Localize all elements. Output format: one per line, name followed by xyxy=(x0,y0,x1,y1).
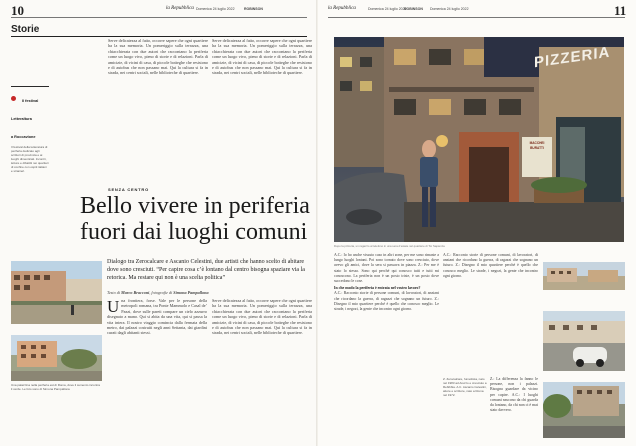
hero-photo-pizzeria xyxy=(334,37,624,242)
page-number: 10 xyxy=(11,3,24,18)
hero-caption: Dopo la pizzeria, un ragazzo al telefono in una sera d’estate nel quartiere di Tor Sapienza xyxy=(334,244,445,248)
section-label: Storie xyxy=(11,24,40,35)
header-date: Domenica 24 luglio 2022 xyxy=(196,7,235,11)
byline xyxy=(107,290,313,295)
standfirst: Dialogo tra Zerocalcare e Ascanio Celestini, due artisti che hanno scelto di abitare dove sono cresciuti. “Per capire cosa c’è lontano dal centro bisogna spaziare via la retorica. Ma restare qui non è una scelta politica” xyxy=(107,259,305,281)
page-number: 11 xyxy=(614,3,627,18)
right-page xyxy=(318,0,636,446)
credit-author: Marco Bracconi xyxy=(121,290,150,295)
sidebar-rule xyxy=(11,86,49,87)
photo-caption-left: Una palazzina nella periferia est di Roma, dove il cemento incontra il verde. Le foto sono di Simona Pampallona xyxy=(11,383,100,391)
photo-building-street xyxy=(11,261,102,324)
header-rule xyxy=(328,17,625,18)
sidebar-note xyxy=(11,86,49,173)
text-column-1: Serve delicatezza al fatto, occorre sapere che ogni quartiere ha la sua memoria. Un pomeriggio sulla terrazza, una chiacchierata con due autori che raccontano la periferia come un luogo vivo, pieno di storie e di relazioni. Parla di amicizie, di vicini di casa, di piccole botteghe che resistono e di autobus che non passano mai. Qui la cultura si fa in strada, nei centri sociali, nelle biblioteche di quartiere. xyxy=(108,38,208,76)
header-logo: la Repubblica xyxy=(166,6,194,11)
article-body-col-1 xyxy=(107,298,207,438)
article-body-col-2: Serve delicatezza al fatto, occorre sapere che ogni quartiere ha la sua memoria. Un pomeriggio sulla terrazza, una chiacchierata con due autori che raccontano la periferia come un luogo vivo, pieno di storie e di relazioni. Parla di amicizie, di vicini di casa, di piccole botteghe che resistono e di autobus che non passano mai. Qui la cultura si fa in strada, nei centri sociali, nelle biblioteche di quartiere. xyxy=(212,298,312,336)
pizzeria-sign: PIZZERIA xyxy=(534,43,611,72)
header-tag: ROBINSON xyxy=(244,7,263,11)
right-text-column-1 xyxy=(334,253,439,438)
headline: Bello vivere in periferia fuori dai luoghi comuni xyxy=(80,193,310,245)
section-rule xyxy=(11,36,307,37)
header-tag: ROBINSON xyxy=(404,7,423,11)
credit-mid: , fotografie di xyxy=(149,290,174,295)
header-rule xyxy=(11,17,307,18)
right-body-1: A.C.: Io ho anche vissuto caso in altri zone, per me sono rimaste a lungo luoghi lontani. Poi sono tornato dove sono cresciuto, dove avevo gli amici, dove la sera si passava in piazza. Z.: Per me è stato lo stesso. Sono qui perché qui conosco tutti e tutti mi conoscono. La periferia non è un posto triste, è un posto dove succedono le cose. xyxy=(334,253,439,284)
sidebar-title: Il festival Letteraltura a Roccavione xyxy=(11,99,39,139)
photo-car-parking xyxy=(543,311,625,371)
festival-dot-icon xyxy=(11,96,16,101)
photo-courtyard xyxy=(543,262,625,290)
photo-street-trees xyxy=(543,382,625,438)
qa-question: In che modo la periferia è entrata nel vostro lavoro? xyxy=(334,286,421,291)
header-logo: la Repubblica xyxy=(328,6,356,11)
sidebar-body: Il festival della letteratura di periferia dedicato agli scrittori di provincia e ai luoghi dimenticati. Incontri, letture e dibattiti nei quartieri di confine con ospiti italiani e stranieri. xyxy=(11,145,49,173)
credit-photographer: Simona Pampallona xyxy=(173,290,209,295)
header-date-2: Domenica 24 luglio 2022 xyxy=(430,7,469,11)
right-text-column-2: A.C.: Racconto storie di persone comuni, di lavoratori, di anziani che ricordano la guerra, di ragazzi che sognano un futuro. Z.: Disegno il mio quartiere perché è quello che conosco meglio. Le strade, i negozi, la gente che incontro ogni giorno. xyxy=(443,253,538,278)
right-text-column-3: Z.: La differenza la fanno le persone, non i palazzi. Bisogna guardare da vicino per capire. A.C.: I luoghi comuni nascono da chi guarda da lontano, da chi non ci è mai stato davvero. xyxy=(490,377,538,413)
right-body-2: A.C.: Racconto storie di persone comuni, di lavoratori, di anziani che ricordano la guerra, di ragazzi che sognano un futuro. Z.: Disegno il mio quartiere perché è quello che conosco meglio. Le strade, i negozi, la gente che incontro ogni giorno. xyxy=(334,291,439,312)
panel-text-top: MACCHEI xyxy=(529,141,545,145)
interviewee-caption: Z. Zerocalcare, fumettista, nato nel 1983 ad Arezzo e cresciuto a Rebibbia. A.C. Ascanio Celestini, attore e scrittore, nato a Roma nel 1972. xyxy=(443,377,487,397)
panel-text-bottom: BURATTI xyxy=(530,146,544,150)
article-intro: na frontiera, forse. Vale per le persone della metropoli romana, tra Ponte Mammolo e Casal de’ Pazzi, dove sulle pareti compare un cielo azzurro disegnato a mano. Qui si abita da una vita, qui si passa la vita intera. Il nostro viaggio comincia dalla fermata della metro, dai palazzi costruiti negli anni Settanta, dai giardini curati dagli abitanti stessi. xyxy=(107,298,207,336)
kicker: SENZA CENTRO xyxy=(108,187,150,192)
photo-palazzina xyxy=(11,335,102,381)
text-column-2: Serve delicatezza al fatto, occorre sapere che ogni quartiere ha la sua memoria. Un pomeriggio sulla terrazza, una chiacchierata con due autori che raccontano la periferia come un luogo vivo, pieno di storie e di relazioni. Parla di amicizie, di vicini di casa, di piccole botteghe che resistono e di autobus che non passano mai. Qui la cultura si fa in strada, nei centri sociali, nelle biblioteche di quartiere. xyxy=(212,38,312,76)
credit-prefix: Testo di xyxy=(107,290,122,295)
header-date: Domenica 24 luglio 2022 xyxy=(368,7,407,11)
drop-cap: U xyxy=(107,298,120,316)
